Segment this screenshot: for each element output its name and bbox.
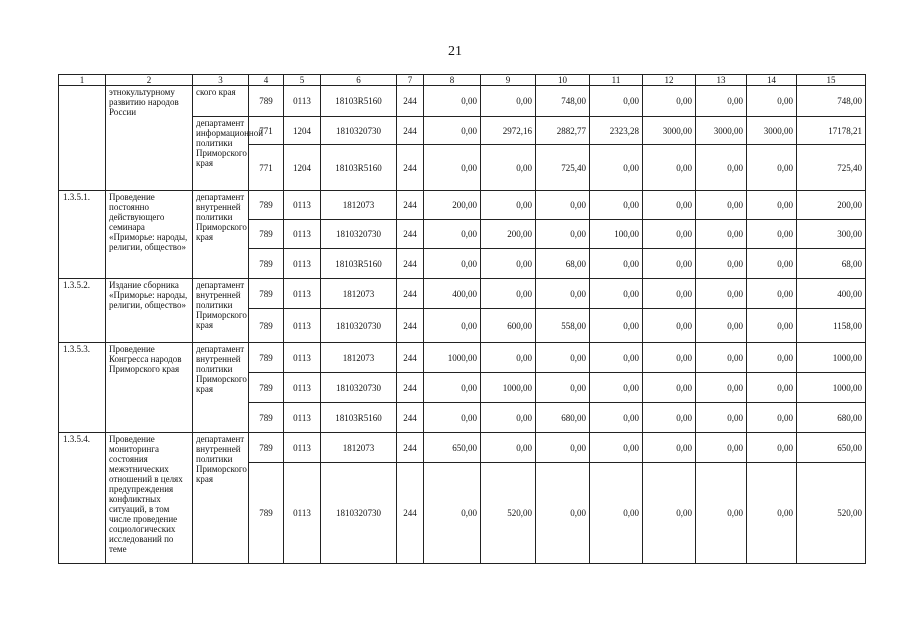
cell-target: 18103R5160 [321,86,397,117]
cell-value: 0,00 [696,279,747,309]
cell-value: 0,00 [747,191,797,220]
cell-section: 0113 [284,191,321,220]
cell-value: 0,00 [536,220,590,249]
row-name: этнокультурному развитию народов России [106,86,193,191]
cell-value: 1000,00 [481,373,536,403]
cell-value: 3000,00 [696,117,747,145]
cell-ministry: 789 [249,433,284,463]
table-row [59,86,866,117]
cell-value: 0,00 [747,249,797,279]
cell-value: 0,00 [590,309,643,343]
cell-value: 0,00 [424,463,481,564]
cell-value: 725,40 [536,145,590,191]
cell-value: 0,00 [747,343,797,373]
cell-section: 0113 [284,309,321,343]
table-row [59,191,866,220]
cell-target: 1812073 [321,279,397,309]
col-header: 15 [797,75,866,86]
row-name: Издание сборника «Приморье: народы, религии, общество» [106,279,193,343]
cell-ministry: 771 [249,145,284,191]
cell-total: 17178,21 [797,117,866,145]
row-code [59,86,106,191]
cell-value: 0,00 [696,403,747,433]
cell-value: 2323,28 [590,117,643,145]
cell-value: 200,00 [424,191,481,220]
cell-value: 0,00 [643,279,696,309]
cell-value: 0,00 [424,373,481,403]
cell-total: 200,00 [797,191,866,220]
row-executor: департамент внутренней политики Приморского края [193,279,249,343]
column-number-row [59,75,866,86]
cell-total: 400,00 [797,279,866,309]
col-header: 14 [747,75,797,86]
cell-value: 0,00 [590,463,643,564]
cell-value: 2882,77 [536,117,590,145]
col-header: 12 [643,75,696,86]
cell-target: 18103R5160 [321,249,397,279]
cell-target: 1812073 [321,433,397,463]
cell-value: 0,00 [481,343,536,373]
cell-type: 244 [397,220,424,249]
cell-type: 244 [397,145,424,191]
cell-target: 1810320730 [321,373,397,403]
cell-type: 244 [397,249,424,279]
col-header: 5 [284,75,321,86]
cell-value: 0,00 [481,249,536,279]
cell-value: 0,00 [747,145,797,191]
cell-total: 650,00 [797,433,866,463]
row-executor: департамент информационной политики Приморского края [193,117,249,191]
cell-value: 0,00 [643,343,696,373]
cell-total: 520,00 [797,463,866,564]
cell-value: 0,00 [536,279,590,309]
cell-value: 0,00 [643,463,696,564]
cell-type: 244 [397,403,424,433]
cell-type: 244 [397,117,424,145]
cell-target: 1812073 [321,191,397,220]
cell-target: 1810320730 [321,463,397,564]
cell-ministry: 789 [249,403,284,433]
cell-type: 244 [397,343,424,373]
col-header: 2 [106,75,193,86]
row-code: 1.3.5.1. [59,191,106,279]
cell-value: 400,00 [424,279,481,309]
cell-total: 1158,00 [797,309,866,343]
cell-section: 0113 [284,373,321,403]
table-row [59,343,866,373]
cell-value: 0,00 [643,403,696,433]
col-header: 4 [249,75,284,86]
cell-value: 0,00 [590,343,643,373]
row-code: 1.3.5.4. [59,433,106,564]
cell-value: 0,00 [590,373,643,403]
cell-target: 1810320730 [321,220,397,249]
cell-value: 0,00 [590,433,643,463]
cell-value: 0,00 [424,249,481,279]
cell-value: 0,00 [536,343,590,373]
cell-value: 0,00 [747,463,797,564]
cell-value: 0,00 [696,463,747,564]
cell-value: 0,00 [590,86,643,117]
row-code: 1.3.5.2. [59,279,106,343]
cell-value: 0,00 [643,309,696,343]
cell-total: 1000,00 [797,373,866,403]
cell-ministry: 789 [249,191,284,220]
cell-type: 244 [397,373,424,403]
cell-section: 0113 [284,463,321,564]
cell-target: 1812073 [321,343,397,373]
cell-section: 0113 [284,403,321,433]
cell-value: 0,00 [747,86,797,117]
cell-section: 0113 [284,86,321,117]
cell-value: 68,00 [536,249,590,279]
col-header: 10 [536,75,590,86]
cell-section: 0113 [284,343,321,373]
row-executor: ского края [193,86,249,117]
cell-value: 0,00 [696,191,747,220]
cell-ministry: 771 [249,117,284,145]
cell-value: 0,00 [747,279,797,309]
cell-value: 0,00 [536,433,590,463]
cell-target: 1810320730 [321,117,397,145]
col-header: 13 [696,75,747,86]
cell-value: 0,00 [643,249,696,279]
cell-type: 244 [397,279,424,309]
cell-value: 0,00 [747,373,797,403]
cell-ministry: 789 [249,373,284,403]
cell-value: 0,00 [747,309,797,343]
row-executor: департамент внутренней политики Приморского края [193,343,249,433]
cell-type: 244 [397,309,424,343]
cell-value: 200,00 [481,220,536,249]
cell-value: 0,00 [643,191,696,220]
cell-total: 680,00 [797,403,866,433]
cell-total: 1000,00 [797,343,866,373]
cell-value: 0,00 [643,220,696,249]
budget-table [58,74,866,564]
col-header: 6 [321,75,397,86]
cell-value: 0,00 [590,279,643,309]
cell-section: 0113 [284,220,321,249]
cell-value: 0,00 [643,86,696,117]
cell-ministry: 789 [249,309,284,343]
cell-value: 0,00 [424,117,481,145]
cell-type: 244 [397,463,424,564]
cell-value: 0,00 [481,403,536,433]
cell-section: 1204 [284,117,321,145]
col-header: 7 [397,75,424,86]
cell-value: 0,00 [424,220,481,249]
cell-type: 244 [397,191,424,220]
cell-value: 600,00 [481,309,536,343]
cell-value: 748,00 [536,86,590,117]
cell-value: 0,00 [747,403,797,433]
cell-ministry: 789 [249,279,284,309]
cell-value: 3000,00 [747,117,797,145]
cell-value: 0,00 [696,249,747,279]
cell-value: 558,00 [536,309,590,343]
cell-value: 0,00 [424,145,481,191]
cell-value: 0,00 [481,433,536,463]
cell-value: 0,00 [481,191,536,220]
col-header: 1 [59,75,106,86]
cell-value: 0,00 [536,373,590,403]
row-name: Проведение постоянно действующего семинара «Приморье: народы, религии, общество» [106,191,193,279]
cell-ministry: 789 [249,220,284,249]
col-header: 3 [193,75,249,86]
cell-value: 0,00 [696,86,747,117]
cell-value: 0,00 [643,373,696,403]
cell-value: 0,00 [696,373,747,403]
cell-value: 0,00 [747,220,797,249]
cell-value: 0,00 [696,343,747,373]
cell-value: 0,00 [696,220,747,249]
cell-value: 0,00 [643,433,696,463]
cell-type: 244 [397,86,424,117]
cell-section: 1204 [284,145,321,191]
cell-value: 0,00 [590,191,643,220]
cell-target: 18103R5160 [321,145,397,191]
table-row [59,433,866,463]
cell-value: 3000,00 [643,117,696,145]
cell-value: 0,00 [696,433,747,463]
cell-value: 0,00 [696,309,747,343]
page-number: 21 [448,44,462,59]
cell-total: 748,00 [797,86,866,117]
row-code: 1.3.5.3. [59,343,106,433]
cell-value: 100,00 [590,220,643,249]
cell-value: 0,00 [747,433,797,463]
col-header: 11 [590,75,643,86]
cell-value: 1000,00 [424,343,481,373]
cell-value: 0,00 [481,279,536,309]
cell-value: 680,00 [536,403,590,433]
cell-ministry: 789 [249,463,284,564]
cell-value: 0,00 [590,145,643,191]
cell-total: 300,00 [797,220,866,249]
cell-value: 650,00 [424,433,481,463]
col-header: 9 [481,75,536,86]
cell-value: 0,00 [590,403,643,433]
cell-section: 0113 [284,249,321,279]
cell-ministry: 789 [249,249,284,279]
cell-target: 1810320730 [321,309,397,343]
cell-total: 725,40 [797,145,866,191]
cell-value: 0,00 [481,145,536,191]
cell-section: 0113 [284,279,321,309]
cell-type: 244 [397,433,424,463]
table-row [59,279,866,309]
cell-value: 0,00 [481,86,536,117]
cell-value: 520,00 [481,463,536,564]
row-executor: департамент внутренней политики Приморского края [193,433,249,564]
cell-value: 0,00 [424,86,481,117]
row-name: Проведение Конгресса народов Приморского края [106,343,193,433]
cell-ministry: 789 [249,86,284,117]
cell-value: 0,00 [424,403,481,433]
cell-value: 0,00 [424,309,481,343]
cell-section: 0113 [284,433,321,463]
cell-value: 0,00 [643,145,696,191]
cell-target: 18103R5160 [321,403,397,433]
cell-value: 0,00 [536,191,590,220]
col-header: 8 [424,75,481,86]
row-name: Проведение мониторинга состояния межэтнических отношений в целях предупреждения конфликтных ситуаций, в том числе проведение социологических исследований по теме [106,433,193,564]
row-executor: департамент внутренней политики Приморского края [193,191,249,279]
cell-value: 0,00 [696,145,747,191]
cell-value: 2972,16 [481,117,536,145]
cell-total: 68,00 [797,249,866,279]
cell-value: 0,00 [536,463,590,564]
cell-ministry: 789 [249,343,284,373]
cell-value: 0,00 [590,249,643,279]
